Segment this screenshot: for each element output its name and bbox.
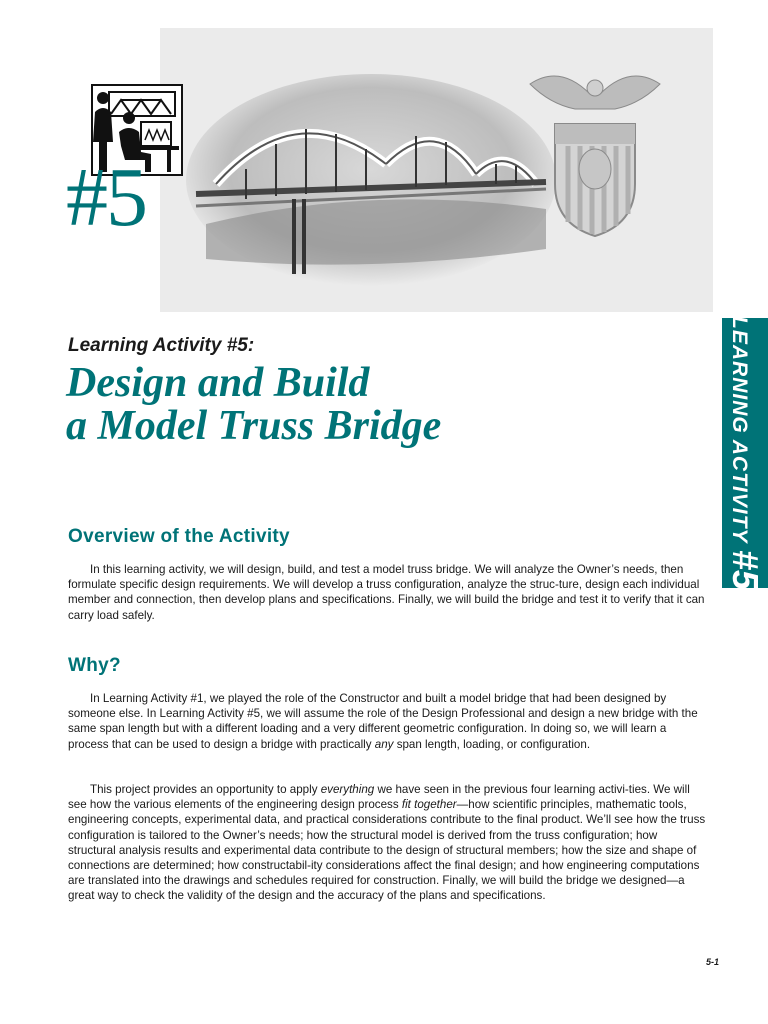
overview-heading: Overview of the Activity xyxy=(68,526,290,547)
activity-number-badge: #5 xyxy=(66,151,146,244)
page-number: 5-1 xyxy=(706,957,720,967)
why-p2-emphasis-1: everything xyxy=(320,783,375,796)
side-tab-number: #5 xyxy=(725,549,766,590)
side-tab-label xyxy=(724,316,766,590)
truss-bridge-photo xyxy=(186,74,556,286)
overview-paragraph: In this learning activity, we will design, build, and test a model truss bridge. We will analyze the Owner’s needs, then formulate specific design requirements. We will develop a truss configuration, analyze the struc-ture, design each individual member and connection, then develop plans and specifications. Finally, we will build the bridge and test it to verify that it can carry load safely. xyxy=(68,563,705,622)
page-title-line-2: a Model Truss Bridge xyxy=(66,403,442,449)
why-heading: Why? xyxy=(68,655,121,676)
why-paragraph-2 xyxy=(68,782,708,904)
side-tab-title: LEARNING ACTIVITY xyxy=(728,316,751,544)
why-p1-text-start: In Learning Activity #1, we played the role of the Constructor and built a model bridge that had been designed by someone else. In Learning Activity #5, we will assume the role of the Design Professional and design a new bridge with the same span length but with a different loading and a very different geometric configuration. In doing so, we will learn a process that can be used to design a bridge with practically xyxy=(68,692,698,751)
academy-crest-emblem xyxy=(520,64,670,240)
page-title xyxy=(66,362,441,448)
why-p2-text-a: This project provides an opportunity to apply xyxy=(90,783,321,796)
why-p2-text-b: we have seen in the previous four learning activi-ties. We will see how the various elements of the engineering design process xyxy=(68,783,690,812)
why-p1-emphasis: any xyxy=(374,737,394,751)
why-p1-text-end: span length, loading, or configuration. xyxy=(393,737,591,751)
why-p2-text-c: —how scientific principles, mathematic tools, engineering concepts, experimental data, and practical considerations contribute to the final product. We’ll see how the truss configuration is tailored to the Owner’s needs; how the structural model is derived from the truss configuration; how structural analysis results and experimental data contribute to the design of structural members; how the size and shape of connections are determined; how constructabil-ity considerations affect the final design; and how engineering computations are translated into the drawings and schedules required for construction. Finally, we will build the bridge we designed—a great way to check the validity of the design and the accuracy of the plans and specifications. xyxy=(68,798,706,903)
activity-label: Learning Activity #5: xyxy=(68,335,255,356)
why-p2-emphasis-2: fit together xyxy=(401,798,457,812)
page-title-line-1: Design and Build xyxy=(66,360,370,406)
why-paragraph-1 xyxy=(68,691,708,752)
